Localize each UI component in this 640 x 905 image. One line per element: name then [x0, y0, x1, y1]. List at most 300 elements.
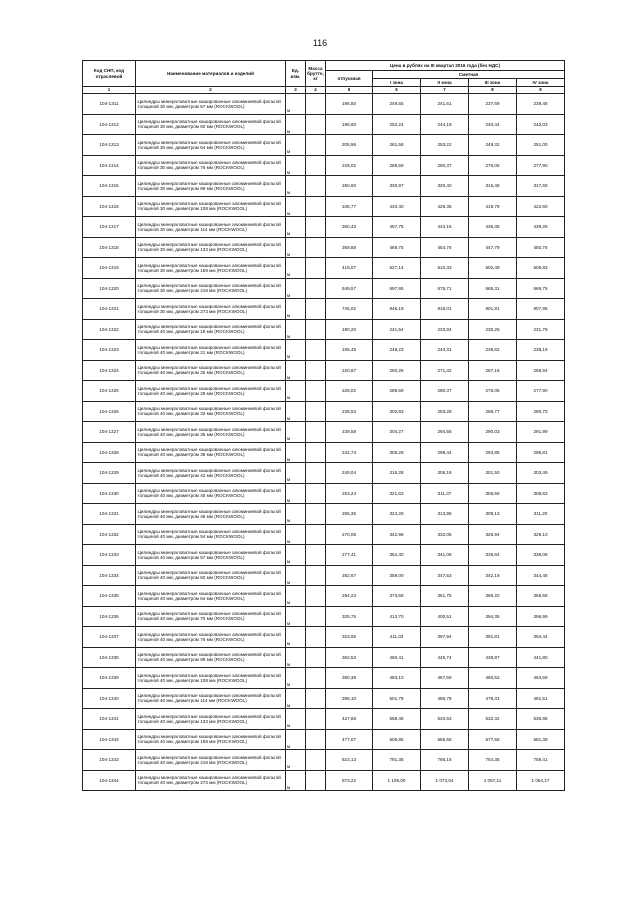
row-name: Цилиндры минераловатные кашированные алюминиевой фольгой толщиной 30 мм, диаметром 89 мм (ROCKWOOL): [136, 176, 286, 197]
row-code: 104-1321: [83, 299, 136, 320]
row-code: 104-1316: [83, 196, 136, 217]
row-unit: м: [286, 463, 306, 484]
column-number: 7: [421, 87, 469, 94]
row-zone2-price: 311,37: [421, 483, 469, 504]
row-zone2-price: 766,15: [421, 750, 469, 771]
row-unit: м: [286, 381, 306, 402]
row-zone2-price: 320,40: [421, 176, 469, 197]
row-code: 104-1333: [83, 545, 136, 566]
row-zone1-price: 321,63: [373, 483, 421, 504]
row-mass: [306, 94, 326, 115]
table-row: [83, 176, 565, 197]
row-zone1-price: 304,27: [373, 422, 421, 443]
row-name: Цилиндры минераловатные кашированные алюминиевой фольгой толщиной 30 мм, диаметром 159 мм (ROCKWOOL): [136, 258, 286, 279]
row-mass: [306, 381, 326, 402]
table-row: [83, 155, 565, 176]
row-mass: [306, 688, 326, 709]
row-zone2-price: 443,15: [421, 217, 469, 238]
row-zone3-price: 237,69: [469, 94, 517, 115]
row-zone4-price: 268,94: [517, 360, 565, 381]
row-unit: м: [286, 299, 306, 320]
row-unit: м: [286, 545, 306, 566]
row-name: Цилиндры минераловатные кашированные алюминиевой фольгой толщиной 40 мм, диаметром 57 мм (ROCKWOOL): [136, 545, 286, 566]
row-name: Цилиндры минераловатные кашированные алюминиевой фольгой толщиной 30 мм, диаметром 114 мм (ROCKWOOL): [136, 217, 286, 238]
row-zone3-price: 315,48: [469, 176, 517, 197]
row-zone3-price: 478,31: [469, 688, 517, 709]
row-zone2-price: 253,22: [421, 135, 469, 156]
row-zone4-price: 441,80: [517, 647, 565, 668]
row-wholesale-price: 323,65: [326, 627, 373, 648]
row-zone1-price: 697,95: [373, 278, 421, 299]
row-zone1-price: 558,46: [373, 709, 421, 730]
row-code: 104-1334: [83, 565, 136, 586]
table-row: [83, 606, 565, 627]
header-unit: Ед. изм.: [286, 61, 306, 87]
row-zone2-price: 467,69: [421, 668, 469, 689]
table-row: [83, 586, 565, 607]
row-code: 104-1315: [83, 176, 136, 197]
row-zone1-price: 352,30: [373, 545, 421, 566]
row-mass: [306, 176, 326, 197]
row-zone2-price: 426,35: [421, 196, 469, 217]
row-name: Цилиндры минераловатные кашированные алюминиевой фольгой толщиной 30 мм, диаметром 60 мм (ROCKWOOL): [136, 114, 286, 135]
row-zone3-price: 577,55: [469, 729, 517, 750]
row-zone4-price: 669,75: [517, 278, 565, 299]
row-code: 104-1324: [83, 360, 136, 381]
row-zone4-price: 291,99: [517, 422, 565, 443]
row-unit: м: [286, 709, 306, 730]
row-zone3-price: 436,35: [469, 217, 517, 238]
row-mass: [306, 114, 326, 135]
row-zone4-price: 1 064,17: [517, 770, 565, 791]
row-mass: [306, 483, 326, 504]
row-zone3-price: 335,84: [469, 545, 517, 566]
row-code: 104-1344: [83, 770, 136, 791]
row-mass: [306, 709, 326, 730]
table-row: [83, 237, 565, 258]
row-wholesale-price: 360,43: [326, 217, 373, 238]
row-zone4-price: 311,20: [517, 504, 565, 525]
row-wholesale-price: 477,07: [326, 729, 373, 750]
row-zone1-price: 330,97: [373, 176, 421, 197]
row-zone4-price: 422,60: [517, 196, 565, 217]
row-wholesale-price: 228,02: [326, 155, 373, 176]
header-mass: Масса брутто, кг: [306, 61, 326, 87]
row-name: Цилиндры минераловатные кашированные алюминиевой фольгой толщиной 30 мм, диаметром 57 мм (ROCKWOOL): [136, 94, 286, 115]
row-wholesale-price: 380,38: [326, 668, 373, 689]
row-zone3-price: 276,05: [469, 155, 517, 176]
row-zone1-price: 289,59: [373, 155, 421, 176]
table-row: [83, 483, 565, 504]
row-zone2-price: 332,05: [421, 524, 469, 545]
table-row: [83, 463, 565, 484]
row-mass: [306, 668, 326, 689]
row-name: Цилиндры минераловатные кашированные алюминиевой фольгой толщиной 40 мм, диаметром 35 мм (ROCKWOOL): [136, 422, 286, 443]
row-wholesale-price: 873,22: [326, 770, 373, 791]
row-code: 104-1312: [83, 114, 136, 135]
row-mass: [306, 135, 326, 156]
row-zone4-price: 581,39: [517, 729, 565, 750]
row-wholesale-price: 745,02: [326, 299, 373, 320]
row-zone2-price: 540,63: [421, 709, 469, 730]
row-code: 104-1336: [83, 606, 136, 627]
row-name: Цилиндры минераловатные кашированные алюминиевой фольгой толщиной 30 мм, диаметром 64 мм (ROCKWOOL): [136, 135, 286, 156]
row-zone2-price: 294,56: [421, 422, 469, 443]
row-code: 104-1311: [83, 94, 136, 115]
row-mass: [306, 278, 326, 299]
row-zone1-price: 280,26: [373, 360, 421, 381]
table-row: [83, 401, 565, 422]
row-zone4-price: 338,08: [517, 545, 565, 566]
row-zone2-price: 241,61: [421, 94, 469, 115]
row-zone3-price: 276,05: [469, 381, 517, 402]
row-zone1-price: 289,59: [373, 381, 421, 402]
row-zone3-price: 267,16: [469, 360, 517, 381]
row-name: Цилиндры минераловатные кашированные алюминиевой фольгой толщиной 40 мм, диаметром 45 мм (ROCKWOOL): [136, 483, 286, 504]
row-zone2-price: 397,94: [421, 627, 469, 648]
row-unit: м: [286, 524, 306, 545]
row-code: 104-1313: [83, 135, 136, 156]
table-row: [83, 258, 565, 279]
row-zone3-price: 665,31: [469, 278, 517, 299]
row-zone1-price: 308,28: [373, 442, 421, 463]
row-zone4-price: 396,99: [517, 606, 565, 627]
row-unit: м: [286, 401, 306, 422]
row-mass: [306, 340, 326, 361]
row-name: Цилиндры минераловатные кашированные алюминиевой фольгой толщиной 40 мм, диаметром 32 мм (ROCKWOOL): [136, 401, 286, 422]
row-zone1-price: 501,79: [373, 688, 421, 709]
row-name: Цилиндры минераловатные кашированные алюминиевой фольгой толщиной 40 мм, диаметром 219 мм (ROCKWOOL): [136, 750, 286, 771]
row-code: 104-1329: [83, 463, 136, 484]
row-unit: м: [286, 422, 306, 443]
row-zone2-price: 916,01: [421, 299, 469, 320]
row-zone1-price: 261,58: [373, 135, 421, 156]
row-zone1-price: 1 109,00: [373, 770, 421, 791]
row-code: 104-1323: [83, 340, 136, 361]
row-zone1-price: 440,40: [373, 196, 421, 217]
row-mass: [306, 627, 326, 648]
row-code: 104-1322: [83, 319, 136, 340]
row-zone1-price: 457,75: [373, 217, 421, 238]
row-mass: [306, 319, 326, 340]
table-row: [83, 668, 565, 689]
row-wholesale-price: 549,57: [326, 278, 373, 299]
row-code: 104-1332: [83, 524, 136, 545]
row-name: Цилиндры минераловатные кашированные алюминиевой фольгой толщиной 40 мм, диаметром 54 мм (ROCKWOOL): [136, 524, 286, 545]
row-wholesale-price: 362,53: [326, 647, 373, 668]
row-zone2-price: 454,76: [421, 237, 469, 258]
row-code: 104-1341: [83, 709, 136, 730]
row-zone1-price: 791,36: [373, 750, 421, 771]
row-zone4-price: 535,88: [517, 709, 565, 730]
row-zone2-price: 510,33: [421, 258, 469, 279]
row-wholesale-price: 623,13: [326, 750, 373, 771]
row-zone4-price: 251,00: [517, 135, 565, 156]
row-zone1-price: 302,93: [373, 401, 421, 422]
row-name: Цилиндры минераловатные кашированные алюминиевой фольгой толщиной 30 мм, диаметром 108 мм (ROCKWOOL): [136, 196, 286, 217]
row-zone3-price: 236,62: [469, 340, 517, 361]
table-row: [83, 688, 565, 709]
row-zone4-price: 295,81: [517, 442, 565, 463]
row-zone2-price: 313,95: [421, 504, 469, 525]
row-wholesale-price: 205,96: [326, 135, 373, 156]
row-unit: м: [286, 319, 306, 340]
table-row: [83, 217, 565, 238]
row-unit: м: [286, 258, 306, 279]
row-zone2-price: 1 073,64: [421, 770, 469, 791]
row-zone1-price: 411,03: [373, 627, 421, 648]
row-zone3-price: 288,77: [469, 401, 517, 422]
row-wholesale-price: 282,67: [326, 565, 373, 586]
table-row: [83, 319, 565, 340]
row-wholesale-price: 195,45: [326, 340, 373, 361]
row-code: 104-1328: [83, 442, 136, 463]
row-mass: [306, 524, 326, 545]
row-wholesale-price: 277,41: [326, 545, 373, 566]
row-mass: [306, 258, 326, 279]
row-zone3-price: 326,94: [469, 524, 517, 545]
row-zone4-price: 317,60: [517, 176, 565, 197]
row-zone4-price: 463,59: [517, 668, 565, 689]
row-name: Цилиндры минераловатные кашированные алюминиевой фольгой толщиной 40 мм, диаметром 28 мм (ROCKWOOL): [136, 381, 286, 402]
row-code: 104-1338: [83, 647, 136, 668]
row-zone3-price: 460,52: [469, 668, 517, 689]
row-zone2-price: 445,74: [421, 647, 469, 668]
row-zone3-price: 293,85: [469, 442, 517, 463]
row-name: Цилиндры минераловатные кашированные алюминиевой фольгой толщиной 40 мм, диаметром 18 мм (ROCKWOOL): [136, 319, 286, 340]
row-name: Цилиндры минераловатные кашированные алюминиевой фольгой толщиной 40 мм, диаметром 273 мм (ROCKWOOL): [136, 770, 286, 791]
table-row: [83, 770, 565, 791]
column-number: 2: [136, 87, 286, 94]
row-zone3-price: 356,20: [469, 586, 517, 607]
row-zone1-price: 605,86: [373, 729, 421, 750]
row-code: 104-1343: [83, 750, 136, 771]
row-zone1-price: 342,98: [373, 524, 421, 545]
row-mass: [306, 647, 326, 668]
row-zone2-price: 280,37: [421, 381, 469, 402]
row-unit: м: [286, 770, 306, 791]
row-unit: м: [286, 278, 306, 299]
row-wholesale-price: 249,04: [326, 463, 373, 484]
row-unit: м: [286, 114, 306, 135]
row-zone2-price: 347,53: [421, 565, 469, 586]
row-zone3-price: 447,79: [469, 237, 517, 258]
row-zone4-price: 394,44: [517, 627, 565, 648]
row-zone1-price: 469,75: [373, 237, 421, 258]
table-row: [83, 299, 565, 320]
table-row: [83, 196, 565, 217]
row-unit: м: [286, 627, 306, 648]
row-mass: [306, 729, 326, 750]
row-zone4-price: 308,63: [517, 483, 565, 504]
row-name: Цилиндры минераловатные кашированные алюминиевой фольгой толщиной 40 мм, диаметром 114 мм (ROCKWOOL): [136, 688, 286, 709]
row-name: Цилиндры минераловатные кашированные алюминиевой фольгой толщиной 40 мм, диаметром 42 мм (ROCKWOOL): [136, 463, 286, 484]
table-row: [83, 381, 565, 402]
row-unit: м: [286, 340, 306, 361]
row-zone3-price: 249,32: [469, 135, 517, 156]
row-zone3-price: 290,03: [469, 422, 517, 443]
row-zone4-price: 277,90: [517, 381, 565, 402]
row-zone2-price: 271,32: [421, 360, 469, 381]
row-zone1-price: 373,66: [373, 586, 421, 607]
row-zone4-price: 759,41: [517, 750, 565, 771]
row-zone3-price: 240,44: [469, 114, 517, 135]
row-zone2-price: 586,55: [421, 729, 469, 750]
header-name: Наименование материалов и изделий: [136, 61, 286, 87]
table-row: [83, 94, 565, 115]
row-mass: [306, 463, 326, 484]
row-zone4-price: 907,95: [517, 299, 565, 320]
row-zone1-price: 249,55: [373, 94, 421, 115]
row-zone1-price: 248,23: [373, 340, 421, 361]
row-zone3-price: 309,13: [469, 504, 517, 525]
row-code: 104-1314: [83, 155, 136, 176]
row-zone2-price: 400,51: [421, 606, 469, 627]
row-zone3-price: 230,25: [469, 319, 517, 340]
column-number: 1: [83, 87, 136, 94]
row-wholesale-price: 242,74: [326, 442, 373, 463]
row-name: Цилиндры минераловатные кашированные алюминиевой фольгой толщиной 40 мм, диаметром 25 мм (ROCKWOOL): [136, 360, 286, 381]
row-unit: м: [286, 688, 306, 709]
row-name: Цилиндры минераловатные кашированные алюминиевой фольгой толщиной 40 мм, диаметром 21 мм (ROCKWOOL): [136, 340, 286, 361]
row-mass: [306, 565, 326, 586]
row-mass: [306, 360, 326, 381]
row-zone1-price: 359,00: [373, 565, 421, 586]
header-zone3: III зона: [469, 79, 517, 87]
row-wholesale-price: 427,68: [326, 709, 373, 730]
row-code: 104-1331: [83, 504, 136, 525]
row-zone2-price: 341,08: [421, 545, 469, 566]
row-code: 104-1337: [83, 627, 136, 648]
row-unit: м: [286, 504, 306, 525]
row-zone4-price: 238,19: [517, 340, 565, 361]
row-wholesale-price: 220,67: [326, 360, 373, 381]
row-mass: [306, 196, 326, 217]
table-row: [83, 729, 565, 750]
row-mass: [306, 545, 326, 566]
row-wholesale-price: 190,20: [326, 319, 373, 340]
column-number: 6: [373, 87, 421, 94]
row-name: Цилиндры минераловатные кашированные алюминиевой фольгой толщиной 40 мм, диаметром 108 мм (ROCKWOOL): [136, 668, 286, 689]
table-row: [83, 360, 565, 381]
row-unit: м: [286, 217, 306, 238]
row-zone3-price: 1 057,11: [469, 770, 517, 791]
row-zone4-price: 303,49: [517, 463, 565, 484]
row-code: 104-1330: [83, 483, 136, 504]
row-zone1-price: 413,70: [373, 606, 421, 627]
row-wholesale-price: 294,23: [326, 586, 373, 607]
row-code: 104-1340: [83, 688, 136, 709]
row-zone4-price: 239,48: [517, 94, 565, 115]
table-row: [83, 504, 565, 525]
table-row: [83, 442, 565, 463]
row-zone2-price: 240,31: [421, 340, 469, 361]
row-zone4-price: 450,76: [517, 237, 565, 258]
table-row: [83, 340, 565, 361]
row-code: 104-1317: [83, 217, 136, 238]
row-zone2-price: 244,18: [421, 114, 469, 135]
row-zone1-price: 241,54: [373, 319, 421, 340]
row-zone2-price: 361,75: [421, 586, 469, 607]
row-name: Цилиндры минераловатные кашированные алюминиевой фольгой толщиной 40 мм, диаметром 48 мм (ROCKWOOL): [136, 504, 286, 525]
row-code: 104-1320: [83, 278, 136, 299]
table-row: [83, 750, 565, 771]
row-name: Цилиндры минераловатные кашированные алюминиевой фольгой толщиной 40 мм, диаметром 70 мм (ROCKWOOL): [136, 606, 286, 627]
row-mass: [306, 401, 326, 422]
header-zone4: IV зона: [517, 79, 565, 87]
row-mass: [306, 217, 326, 238]
row-code: 104-1319: [83, 258, 136, 279]
row-wholesale-price: 346,77: [326, 196, 373, 217]
row-zone1-price: 946,18: [373, 299, 421, 320]
row-zone2-price: 280,37: [421, 155, 469, 176]
row-mass: [306, 504, 326, 525]
row-zone2-price: 306,18: [421, 463, 469, 484]
row-zone3-price: 438,87: [469, 647, 517, 668]
row-mass: [306, 606, 326, 627]
table-row: [83, 422, 565, 443]
column-number: 9: [517, 87, 565, 94]
row-zone4-price: 439,25: [517, 217, 565, 238]
row-mass: [306, 586, 326, 607]
row-wholesale-price: 238,53: [326, 401, 373, 422]
table-row: [83, 565, 565, 586]
row-code: 104-1325: [83, 381, 136, 402]
row-unit: м: [286, 483, 306, 504]
row-zone1-price: 252,24: [373, 114, 421, 135]
header-code: Код СНП, код отраслевой: [83, 61, 136, 87]
row-zone3-price: 502,49: [469, 258, 517, 279]
row-name: Цилиндры минераловатные кашированные алюминиевой фольгой толщиной 40 мм, диаметром 64 мм (ROCKWOOL): [136, 586, 286, 607]
row-unit: м: [286, 647, 306, 668]
table-row: [83, 627, 565, 648]
row-unit: м: [286, 442, 306, 463]
row-code: 104-1339: [83, 668, 136, 689]
row-zone4-price: 242,03: [517, 114, 565, 135]
row-zone3-price: 754,35: [469, 750, 517, 771]
row-name: Цилиндры минераловатные кашированные алюминиевой фольгой толщиной 30 мм, диаметром 273 мм (ROCKWOOL): [136, 299, 286, 320]
row-unit: м: [286, 237, 306, 258]
header-zone1: I зона: [373, 79, 421, 87]
row-unit: м: [286, 196, 306, 217]
row-wholesale-price: 369,88: [326, 237, 373, 258]
header-price: Цена в рублях на III квартал 2016 года (без НДС): [326, 61, 565, 71]
row-wholesale-price: 255,35: [326, 504, 373, 525]
row-zone3-price: 306,58: [469, 483, 517, 504]
row-mass: [306, 237, 326, 258]
row-wholesale-price: 198,60: [326, 114, 373, 135]
row-wholesale-price: 325,75: [326, 606, 373, 627]
row-zone2-price: 675,71: [421, 278, 469, 299]
header-zone2: II зона: [421, 79, 469, 87]
row-mass: [306, 750, 326, 771]
column-number: 5: [326, 87, 373, 94]
row-name: Цилиндры минераловатные кашированные алюминиевой фольгой толщиной 40 мм, диаметром 159 мм (ROCKWOOL): [136, 729, 286, 750]
table-row: [83, 545, 565, 566]
row-wholesale-price: 395,10: [326, 688, 373, 709]
row-unit: м: [286, 135, 306, 156]
row-zone3-price: 391,81: [469, 627, 517, 648]
row-zone1-price: 483,10: [373, 668, 421, 689]
row-unit: м: [286, 606, 306, 627]
row-wholesale-price: 253,24: [326, 483, 373, 504]
row-zone1-price: 316,28: [373, 463, 421, 484]
row-unit: м: [286, 360, 306, 381]
table-row: [83, 114, 565, 135]
row-name: Цилиндры минераловатные кашированные алюминиевой фольгой толщиной 40 мм, диаметром 76 мм (ROCKWOOL): [136, 627, 286, 648]
row-wholesale-price: 270,08: [326, 524, 373, 545]
row-wholesale-price: 196,50: [326, 94, 373, 115]
